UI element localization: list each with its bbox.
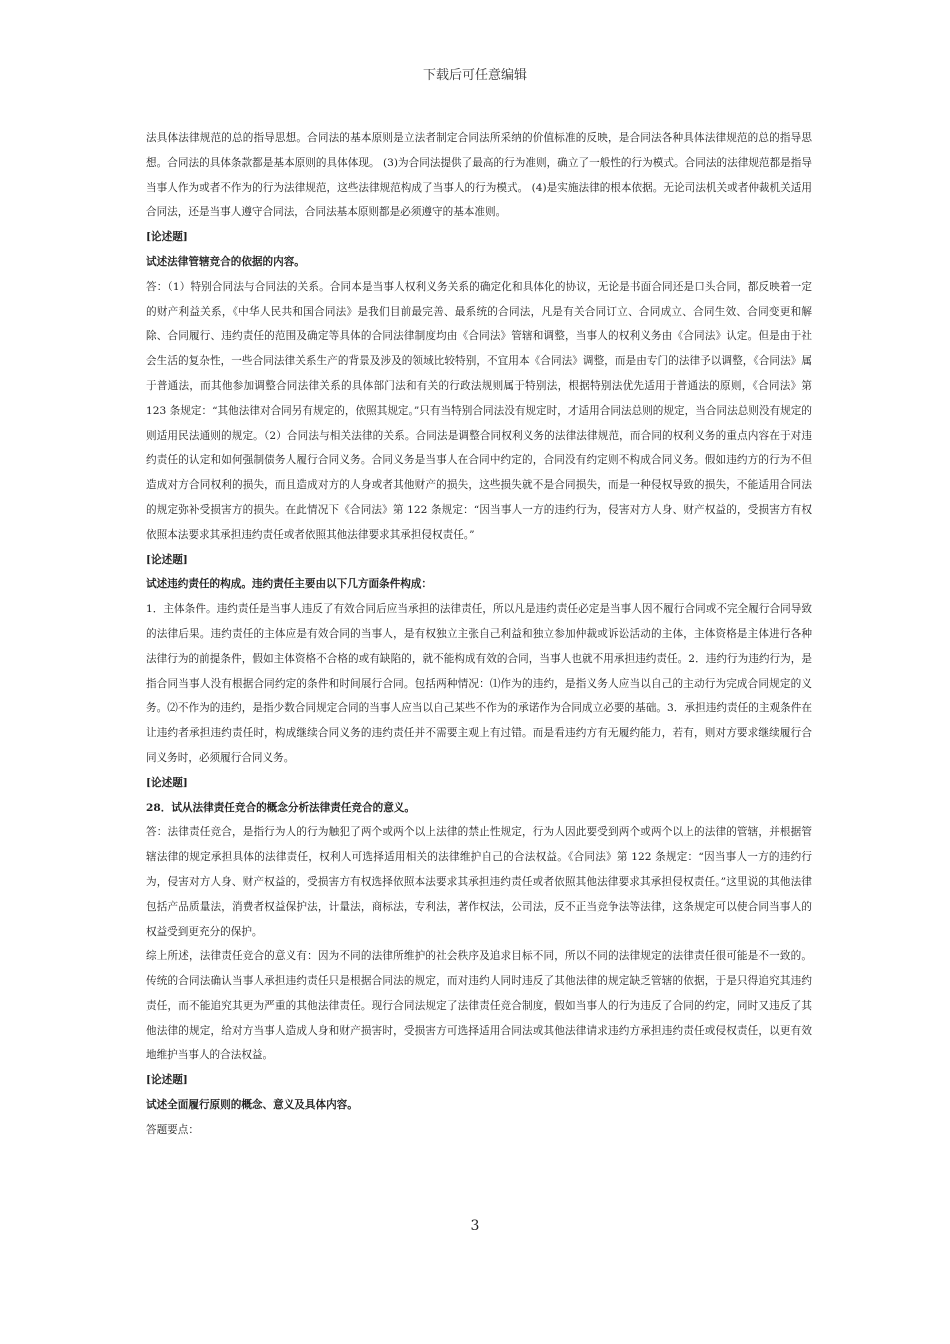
section-tag: [论述题]	[146, 231, 188, 244]
question-title: 28．试从法律责任竞合的概念分析法律责任竞合的意义。	[146, 801, 415, 814]
section-tag: [论述题]	[146, 1074, 188, 1087]
question-title: 试述违约责任的构成。违约责任主要由以下几方面条件构成：	[146, 578, 433, 591]
section-tag: [论述题]	[146, 776, 188, 789]
summary-paragraph: 综上所述，法律责任竞合的意义有：因为不同的法律所维护的社会秩序及追求目标不同，所以不同的法律规定的法律责任很可能是不一致的。传统的合同法确认当事人承担违约责任只是根据合同法的规定，而对违约人同时违反了其他法律的规定缺乏管辖的依据，于是只得追究其违约责任，而不能追究其更为严重的其他法律责任。现行合同法规定了法律责任竞合制度，假如当事人的行为违反了合同的约定，同时又违反了其他法律的规定，给对方当事人造成人身和财产损害时，受损害方可选择适用合同法或其他法律请求违约方承担违约责任或侵权责任，以更有效地维护当事人的合法权益。	[146, 950, 812, 1062]
question-title: 试述法律管辖竞合的依据的内容。	[146, 255, 305, 268]
answer-paragraph: 1．主体条件。违约责任是当事人违反了有效合同后应当承担的法律责任，所以凡是违约责任必定是当事人因不履行合同或不完全履行合同导致的法律后果。违约责任的主体应是有效合同的当事人，是有权独立主张自己利益和独立参加仲裁或诉讼活动的主体，主体资格是主体进行各种法律行为的前提条件，假如主体资格不合格的或有缺陷的，就不能构成有效的合同，当事人也就不用承担违约责任。2．违约行为违约行为，是指合同当事人没有根据合同约定的条件和时间展行合同。包括两种情况：⑴作为的违约，是指义务人应当以自己的主动行为完成合同规定的义务。⑵不作为的违约，是指少数合同规定合同的当事人应当以自己某些不作为的承诺作为合同成立必要的基础。3．承担违约责任的主观条件在让违约者承担违约责任时，构成继续合同义务的违约责任并不需要主观上有过错。而是看违约方有无履约能力，若有，则对方要求继续履行合同义务时，必须履行合同义务。	[146, 603, 812, 764]
paragraph-principles-continuation: 法具体法律规范的总的指导思想。合同法的基本原则是立法者制定合同法所采纳的价值标准的反映，是合同法各种具体法律规范的总的指导思想。合同法的具体条款都是基本原则的具体体现。 (3)为合同法提供了最高的行为准则，确立了一般性的行为模式。合同法的法律规范都是指导当事人作为或者不作为的行为法律规范，这些法律规范构成了当事人的行为模式。 (4)是实施法律的根本依据。无论司法机关或者仲裁机关适用合同法，还是当事人遵守合同法，合同法基本原则都是必须遵守的基本准则。	[146, 132, 812, 219]
question-title: 试述全面履行原则的概念、意义及具体内容。	[146, 1099, 358, 1112]
answer-paragraph: 答：（1）特别合同法与合同法的关系。合同本是当事人权利义务关系的确定化和具体化的协议，无论是书面合同还是口头合同，都反映着一定的财产利益关系，《中华人民共和国合同法》是我们目前最完善、最系统的合同法，凡是有关合同订立、合同成立、合同生效、合同变更和解除、合同履行、违约责任的范围及确定等具体的合同法律制度均由《合同法》管辖和调整，当事人的权利义务由《合同法》认定。但是由于社会生活的复杂性，一些合同法律关系生产的背景及涉及的领域比较特别，不宜用本《合同法》调整，而是由专门的法律予以调整，《合同法》属于普通法，而其他参加调整合同法律关系的具体部门法和有关的行政法规则属于特别法，根据特别法优先适用于普通法的原则，《合同法》第 123 条规定：“其他法律对合同另有规定的，依照其规定。”只有当特别合同法没有规定时，才适用合同法总则的规定，当合同法总则没有规定的则适用民法通则的规定。（2）合同法与相关法律的关系。合同法是调整合同权利义务的法律法律规范，而合同的权利义务的重点内容在于对违约责任的认定和如何强制债务人履行合同义务。合同义务是当事人在合同中约定的，合同没有约定则不构成合同义务。假如违约方的行为不但造成对方合同权利的损失，而且造成对方的人身或者其他财产的损失，这些损失就不是合同损失，而是一种侵权导致的损失，不能适用合同法的规定弥补受损害方的损失。在此情况下《合同法》第 122 条规定：“因当事人一方的违约行为，侵害对方人身、财产权益的，受损害方有权依照本法要求其承担违约责任或者依照其他法律要求其承担侵权责任。”	[146, 280, 812, 541]
section-tag: [论述题]	[146, 553, 188, 566]
document-body	[146, 126, 812, 1143]
answer-paragraph: 答：法律责任竞合，是指行为人的行为触犯了两个或两个以上法律的禁止性规定，行为人因此要受到两个或两个以上的法律的管辖，并根据管辖法律的规定承担具体的法律责任，权利人可选择适用相关的法律维护自己的合法权益。《合同法》第 122 条规定：“因当事人一方的违约行为，侵害对方人身、财产权益的，受损害方有权选择依照本法要求其承担违约责任或者依照其他法律要求其承担侵权责任。”这里说的其他法律包括产品质量法，消费者权益保护法，计量法，商标法，专利法，著作权法，公司法，反不正当竞争法等法律，这条规定可以使合同当事人的权益受到更充分的保护。	[146, 826, 812, 938]
page-number: 3	[470, 1218, 480, 1234]
page-header: 下载后可任意编辑	[422, 68, 527, 83]
answer-points-label: 答题要点：	[146, 1123, 199, 1136]
